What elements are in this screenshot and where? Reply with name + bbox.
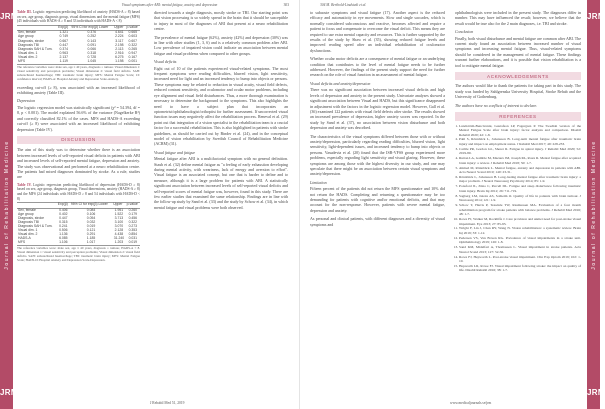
discussion-heading: DISCUSSION [17,136,140,144]
table-cell: 0.947 [128,50,137,55]
table-4-caption [17,183,140,201]
table-cell: 0.106 [86,211,96,216]
table-cell: 2.198 [115,42,124,47]
conclusion-heading: Conclusion [455,29,474,35]
table-cell: Visual dim. 1 [18,50,38,55]
table-cell: 0.749 [59,34,69,39]
paragraph: Fifteen percent of the patients did not return the MFS questionnaire and 10% did not return the HADS. Completing and returning a questionnaire may be too demanding for patients with cognitive and/or emotional deficits, and that may account for the non-response. However, patients with severe mental fatigue, depression and anxiety. [310,186,445,213]
table-cell: 2.128 [114,228,124,233]
reference-item: 7. Ponsford JL, Ziino C, Parcell DL. Fatigue and sleep disturbance following traumatic brain injury. Brain Inj 2012; 26: 711-719. [459,184,581,193]
table-cell: 0.322 [128,42,137,47]
table-4 [17,202,140,246]
paragraph: The logistic regression model was statistically significant (χ² = 54.394, df = 8, p < 0.001). The model explained 56.6% of the variance (Nagelkerke R²) and correctly classified 82.1% of the cases. MFS and HADS-A exceeding cut-off (≥ 8) were associated with an increased likelihood of exhibiting depression (Table IV). [17,104,140,132]
reference-item: 15. Hepworth LR, Rowe FJ. Visual impairment following stroke: the impact on quality of life. Disabil Rehabil 2016; 38: 1-7. [459,264,581,273]
table-cell: 2.224 [115,34,124,39]
left-column-2 [154,10,288,213]
reference-item: 13. Sand KM, Midelfart A, Thomassen L. Visual impairment in stroke patients. Acta Neurol Scand 2013; 127: 52-56. [459,245,581,254]
table-cell: MFS [17,241,57,246]
table-header-cell: Exp(β) [57,25,70,31]
right-column-2 [455,10,581,273]
table-cell: 2.113 [115,46,124,51]
table-cell: 0.963 [59,50,69,55]
journal-brand-bottom: JRM [587,388,605,397]
table-cell: Visual dim. 2 [18,54,38,59]
table-cell: 0.121 [86,228,96,233]
visual-deficits-anxiety-heading: Visual deficits and anxiety/depression [310,80,371,86]
conflict-statement: The authors have no conflicts of interest to declare. [455,102,538,108]
paragraph: to subacute symptoms and visual fatigue (17). Another aspect is the reduced efficacy and automaticity in eye movements. Slow and single saccades, which is normally considered subconscious and reactive, becomes affected and require a patient to focus and compensate to overcome the visual deficit. This means they are required to use extra mental capacity and resources. This is further supported by the results of the study by Shaw et al. (35), showing reduced fatigue levels and improved reading speed after an individual rehabilitation of oculomotor dysfunctions. [310,10,445,53]
paragraph: As personal and clinical patients, with different diagnoses and a diversity of visual symptoms and [310,216,445,227]
table-cell: 1.119 [57,60,70,65]
table-cell: 0.291 [86,232,96,237]
journal-brand-top: JRM [587,12,605,21]
table-cell: 0.019 [86,224,96,229]
page-footer: J Rehabil Med 51, 2019 [150,401,185,405]
table-cell: 1.321 [59,30,69,35]
journal-vertical-title: Journal of Rehabilitation Medicine [3,139,10,270]
table-cell: 0.854 [128,232,138,237]
table-cell: 0.374 [59,46,69,51]
reference-item: 6. Rönnbäck L, Johansson B. Long-lasting mental fatigue after traumatic brain injury: a major problem. J Neurol Neurosurg Psychiatry 2014; 85: 1-9. [459,175,581,184]
table-cell: Diagnosis SAH & Tum. [18,224,53,229]
paragraph: Finally, both visual disturbance and mental fatigue are common after ABI. The current study found an association between increased number of visual symptoms and increasing mental fatigue. Thus, visual-related symptoms should be considered in the management of mental fatigue. These findings warrant further elaborations, and it is possible that vision rehabilitation is a tool to mitigate mental fatigue. [455,35,581,68]
paragraph: directed towards a single diagnosis, mostly stroke or TBI. Our starting point was that vision processing is so widely spread in the brain that it should be susceptible to injury in most of the diagnoses of ABI that present at a neuro rehabilitation centre. [154,10,288,32]
table-3-caption [17,10,140,24]
table-cell: 0.315 [59,220,68,224]
table-cell: 3.713 [114,215,124,220]
table-cell: 0.054 [86,215,96,220]
table-row [17,241,140,246]
table-cell: 0.031 [128,236,138,241]
table-cell: 2.916 [115,50,124,55]
table-4-note: The reference variables were: male sex, age ≤ 40 years, diagnosis = tumour, HADS-A < 8. Visual dimension 1: visual sensitivity and perception problems; Visual dimension 2: visual field deficits. SAH: subarachnoid haemorrhage; TBI: traumatic brain injury; MFS: Mental Fatigue Scale; HADS-D: Hospital Anxiety and Depression Scale-Depression. [17,246,140,263]
table-cell: 0.019 [126,241,140,246]
table-header-cell: Upper [113,25,125,31]
reference-item: 12. Pedersen VS, Van Boven RG. Prevalence of visual impairments in a stroke unit. Ophthalmology 2019; 126: 1-8. [459,236,581,245]
table-cell: 0.665 [128,30,137,35]
table-cell: 1.185 [86,236,96,241]
table-cell: 0.406 [59,207,68,212]
table-3-note: The reference variables were: male sex, age ≤ 40 years, diagnosis = tumour. Visual dimension 1: visual sensitivity and perception problems; Visual dimension 2: visual field deficits. SAH: subarachnoid haemorrhage; TBI: traumatic brain injury; MFS: Mental Fatigue Scale; CI: confidence interval; HADS-A: Hospital Anxiety and Depression Scale-Anxiety. [17,65,140,81]
table-cell: 4.438 [114,232,124,237]
paragraph: The characteristics of the visual symptoms differed between those with or without anxiety/depression, particularly regarding reading difficulties, blurred vision, light sensitivity, light-dependent issues, and increased tendency to bump into objects or persons. Vasudevia et al. (20) found that the ISR-VFSS group experienced more problems, especially regarding light sensitivity and visual glaring. However, these symptoms are among those with the highest diversity in our study, and one may speculate that there might be an association between certain visual symptoms and anxiety/depression. [310,133,445,177]
table-cell: 0.607 [128,38,137,43]
table-cell: 6.275 [115,54,124,59]
table-cell: 0.179 [128,211,138,216]
table-3-label: Table III. [17,10,32,14]
reference-list [455,124,581,273]
table-cell: Sex, female [18,30,36,35]
table-cell: 0.318 [87,50,97,55]
reference-item: 2. Pahl S, Rönnbäck L, Johansson B. Long-term mental fatigue after traumatic brain injury and impact on employment status. J Rehabil Med 2017; 49: 228-233. [459,137,581,146]
table-cell: 1.106 [57,241,70,246]
table-cell: 3.117 [115,38,124,43]
table-cell: 1.136 [59,232,68,237]
paragraph: The prevalence of mental fatigue (62%), anxiety (42%) and depression (30%) was in line with other studies (1, 3, 6) and is a relatively common problem after ABI. Low prevalence of impaired vision could indicate an association between mental fatigue and visual problems when compared to other groups. [154,34,288,56]
table-cell: Visual dim. 2 [18,232,38,237]
journal-brand-bottom: JRM [0,388,18,397]
reference-item: 1. Lundström-Bencivenni, Gustafson LP, Fagergren P. The Swedish version of the Mental Fatigue Scale after brain injury: factor analysis and comparison. Disabil Rehabil 2020; 42: 1-8. [459,124,581,138]
table-4-caption-text: Logistic regression predicting likelihood of depression (HADS-D ≥ 8) based on sex, age group, diagnosis group, Visual dimensions, anxiety (HADS-A ≥ 8) and the MFS (24 individuals with HADS-D ≥ 8 and 54 individuals with HADS-D < 8) [17,182,140,201]
table-cell: 0.402 [59,211,68,216]
table-cell: 31.240 [113,236,125,241]
table-cell: 0.252 [87,34,97,39]
table-cell: Diagnosis, stroke [18,38,45,43]
page-number: 303 [283,3,289,7]
table-cell: 0.241 [59,224,68,229]
table-cell: 0.447 [59,215,68,220]
paragraph: The authors would like to thank the patients for taking part in this study. The study was funded by Sahlgrenska University Hospital, Stroke Rehab and the University of Gothenburg. [455,83,581,100]
table-cell: 0.066 [87,46,97,51]
table-3-caption-text: Logistic regression predicting likelihood of anxiety (HADS-A ≥ 8) based on sex, age group, diagnosis group, visual dimensions and the mental fatigue (MFS) (45 individuals with HADS-A ≥ 8 and 33 individuals with HADS-A < 8) [17,10,140,24]
running-header: 304 M. Berthold-Lindstedt et al. [320,3,367,7]
table-cell: 0.032 [86,220,96,224]
table-cell: 1.951 [114,207,124,212]
depression-heading: Depression [17,98,36,104]
table-header-cell: Exp(β) [57,203,70,209]
table-cell: 6.085 [59,236,68,241]
table-cell: 0.667 [59,38,69,43]
journal-vertical-title: Journal of Rehabilitation Medicine [590,139,597,270]
paragraph: There was no significant association between increased visual deficits and high levels of depression and anxiety in the present study. Univariate analyses showed a significant association between Visual and HADS, but this significance disappeared in adjustment with the factors in the logistic regression model. However, Gall et al. (36) examined 122 patients with visual field defects after stroke. The results showed an increased prevalence of depression, higher anxiety scores was reported. In the study by Sand et al. (37), no association between vision disturbance and both depression and anxiety was described. [310,87,445,131]
table-cell: Diagnosis, stroke [18,215,45,220]
table-cell: 0.322 [128,220,138,224]
reference-item: 5. Ahmed M, Rönnbäck L. Mental fatigue, anxiety and depression in patients with ABI. Acta Neurol Scand 2019; 140: 23-31. [459,166,581,175]
reference-item: 3. Carlile PR, Gordon GL, Sherer R. Fatigue in spinal injury. J Rehabil Med 2020; 52: 2019-80. [459,147,581,156]
table-cell: 0.091 [87,42,97,47]
table-cell: 0.603 [128,34,137,39]
table-cell: 0.506 [59,228,68,233]
table-cell: 2.137 [59,54,69,59]
table-cell: HADS-A [18,236,31,241]
reference-item: 4. Ruttan LA, Gamble M, Mazaux JM, Joseph PA, Roux R. Mental fatigue after acquired brain injury: a review. J Rehabil Med 2018; 50: 1-7. [459,156,581,165]
table-cell: MFS [17,60,57,65]
table-cell: 0.728 [87,54,97,59]
paragraph: Eight out of 10 of the patients experienced visual-related symptoms. The most frequent symptoms were reading difficulties, blurred vision, light sensitivity, increased need for light and an increased tendency to bump into objects or persons. These symptoms may be related to reduction in visual acuity, visual field defects, reduced contrast sensitivity, and oculomotor and ocular motor problems, including eye alignment and visual field disturbances. Thus, a more thorough examination is necessary to determine the background to the symptoms. This also highlights the need to have a subject plan that incorporates an optometrist/ophthalmologist/orthoptist for further assessment. If uncorrected visual function issues may negatively affect the rehabilitation process. Reneval et al. (29) point out that integration of a vision specialist in the rehabilitation team is a crucial factor for a successful rehabilitation. This is also highlighted in patients with stroke guidelines, as should be carried out by Binder et al. (24), and in the conceptual model of vision rehabilitation by Swedish Council of Rehabilitation Medicine (ACRM) (31). [154,65,288,147]
journal-side-bar [0,0,18,409]
table-cell: 0.260 [128,207,138,212]
table-cell: 1.522 [114,211,124,216]
journal-side-bar [587,0,605,409]
page-footer: www.medicaljournals.se/jrm [450,401,492,405]
table-header-cell: 95% CI for exp(β) Lower [70,203,112,209]
paragraph: The aim of this study was to determine whether there is an association between increased levels of self-reported visual deficits in patients with ABI and increased levels of self-reported mental fatigue, depression and anxiety. The study was observational and performed at a neuro rehabilitation centre. The patients had mixed diagnoses dominated by stroke. As a rule, studies are [17,147,140,180]
table-cell: 3.100 [114,220,124,224]
table-cell: Diagnosis SAH & Tum. [18,46,53,51]
table-header-cell: Upper [112,203,125,209]
table-cell: 0.353 [128,228,138,233]
paragraph: exceeding cut-off (≥ 8), was associated with an increased likelihood of exhibiting anxiety (Table III). [17,84,140,96]
table-header-cell: p-value [126,203,140,209]
reference-item: 9. Schow T, Harris P, Teasdale TW, Rasmussen MA. Evaluation of a four month rehabilitation program for stroke patients with balance problems. J Rehabil Med 2016; 48: 1-7. [459,203,581,217]
paragraph: Mental fatigue after ABI is a multifactorial symptom with no general definition. Staub et al. (32) define mental fatigue as "a feeling of early exhaustion developing during mental activity, with weariness, lack of energy and aversion to effort". Visual fatigue is an associated concept, but one that is harder to define and to measure, although it is a large problem for patients with ABI. A statistically significant association between increased levels of self-reported visual deficits and self-reported scores of mental fatigue was, however, found in this study. There are few earlier studies that examined the same relationship. Findings are in line with the follow-up study by Sand et al. (33) and the study by Schow et al. (34), in which mental fatigue and visual problems were both observed. [154,156,288,210]
acknowledgements-heading: ACKNOWLEDGEMENTS [455,72,581,80]
left-column-1 [17,10,140,266]
table-cell: 0.265 [128,46,137,51]
reference-item: 11. Wright F, Lin J, Chan RY, Wang N. Vision rehabilitation: a systematic review. Brain Inj 2019; 33: 1-12. [459,226,581,235]
right-column-1 [310,10,445,230]
table-cell: 0.376 [87,30,97,35]
references-heading: REFERENCES [455,112,581,120]
table-cell: 0.456 [128,215,138,220]
table-cell: 4.641 [115,30,124,35]
table-header-cell: 95% CI for exp(β) Lower [70,25,113,31]
visual-deficits-heading: Visual deficits [154,59,177,65]
table-cell: Visual dim. 1 [18,228,38,233]
table-cell: 1.017 [70,241,112,246]
table-header-cell: p-value [126,25,140,31]
table-row [17,60,140,65]
right-page [300,0,605,409]
visual-fatigue-heading: Visual fatigue and fatigue [154,149,196,155]
reference-item: 14. Rowe FJ, Hepworth L. Post-stroke visual impairment. Clin Exp Optom 2019; 102: 1-10. [459,255,581,264]
left-page [0,0,300,409]
table-3 [17,25,140,65]
table-cell: 1.045 [70,60,113,65]
table-cell: 1.203 [112,241,125,246]
table-4-label: Table IV. [17,182,32,187]
running-header: Visual symptoms after ABI: mental fatigue, anxiety and depression [121,3,218,7]
table-cell: 1.198 [115,59,124,64]
limitations-heading: Limitation [310,179,327,185]
table-cell: Age group [18,34,34,39]
reference-item: 8. Sagberg LM, Jakola AS, Solheim O. Quality of life in patients with brain tumour. J Neurosurg 2014; 121: 1-9. [459,194,581,203]
table-cell: 0.167 [128,54,137,59]
table-cell: 0.143 [87,38,97,43]
table-cell: Diagnosis TBI [18,42,40,47]
table-cell: 0.084 [86,207,96,212]
journal-brand-top: JRM [0,12,18,21]
table-cell: 0.447 [59,42,69,47]
table-cell: Sex, female [18,207,36,212]
table-cell: 3.070 [114,224,124,229]
reference-item: 10. Rowe FJ, Walker M, Rockliffe J. Care provision and unmet need for post-stroke visual impairment. Eye 2013; 27: 85-93. [459,217,581,226]
paragraph: ophthalmologists were included in the present study. The diagnoses differ in number. This may have influenced the result; however, we believe that the result would be true also for the 2 main diagnoses, i.e. TBI and stroke. [455,10,581,26]
table-cell: 0.001 [126,60,140,65]
table-cell: 0.273 [128,224,138,229]
table-cell: Age group [18,211,34,216]
paragraph: Whether ocular motor deficits are a consequence of mental fatigue or an underlying condition that contributes to the level of mental fatigue needs to be further addressed. However, the findings of the present study support the need for further research on the role of visual function in an assessment of mental fatigue. [310,56,445,78]
table-cell: Diagnosis TBI [18,220,40,224]
